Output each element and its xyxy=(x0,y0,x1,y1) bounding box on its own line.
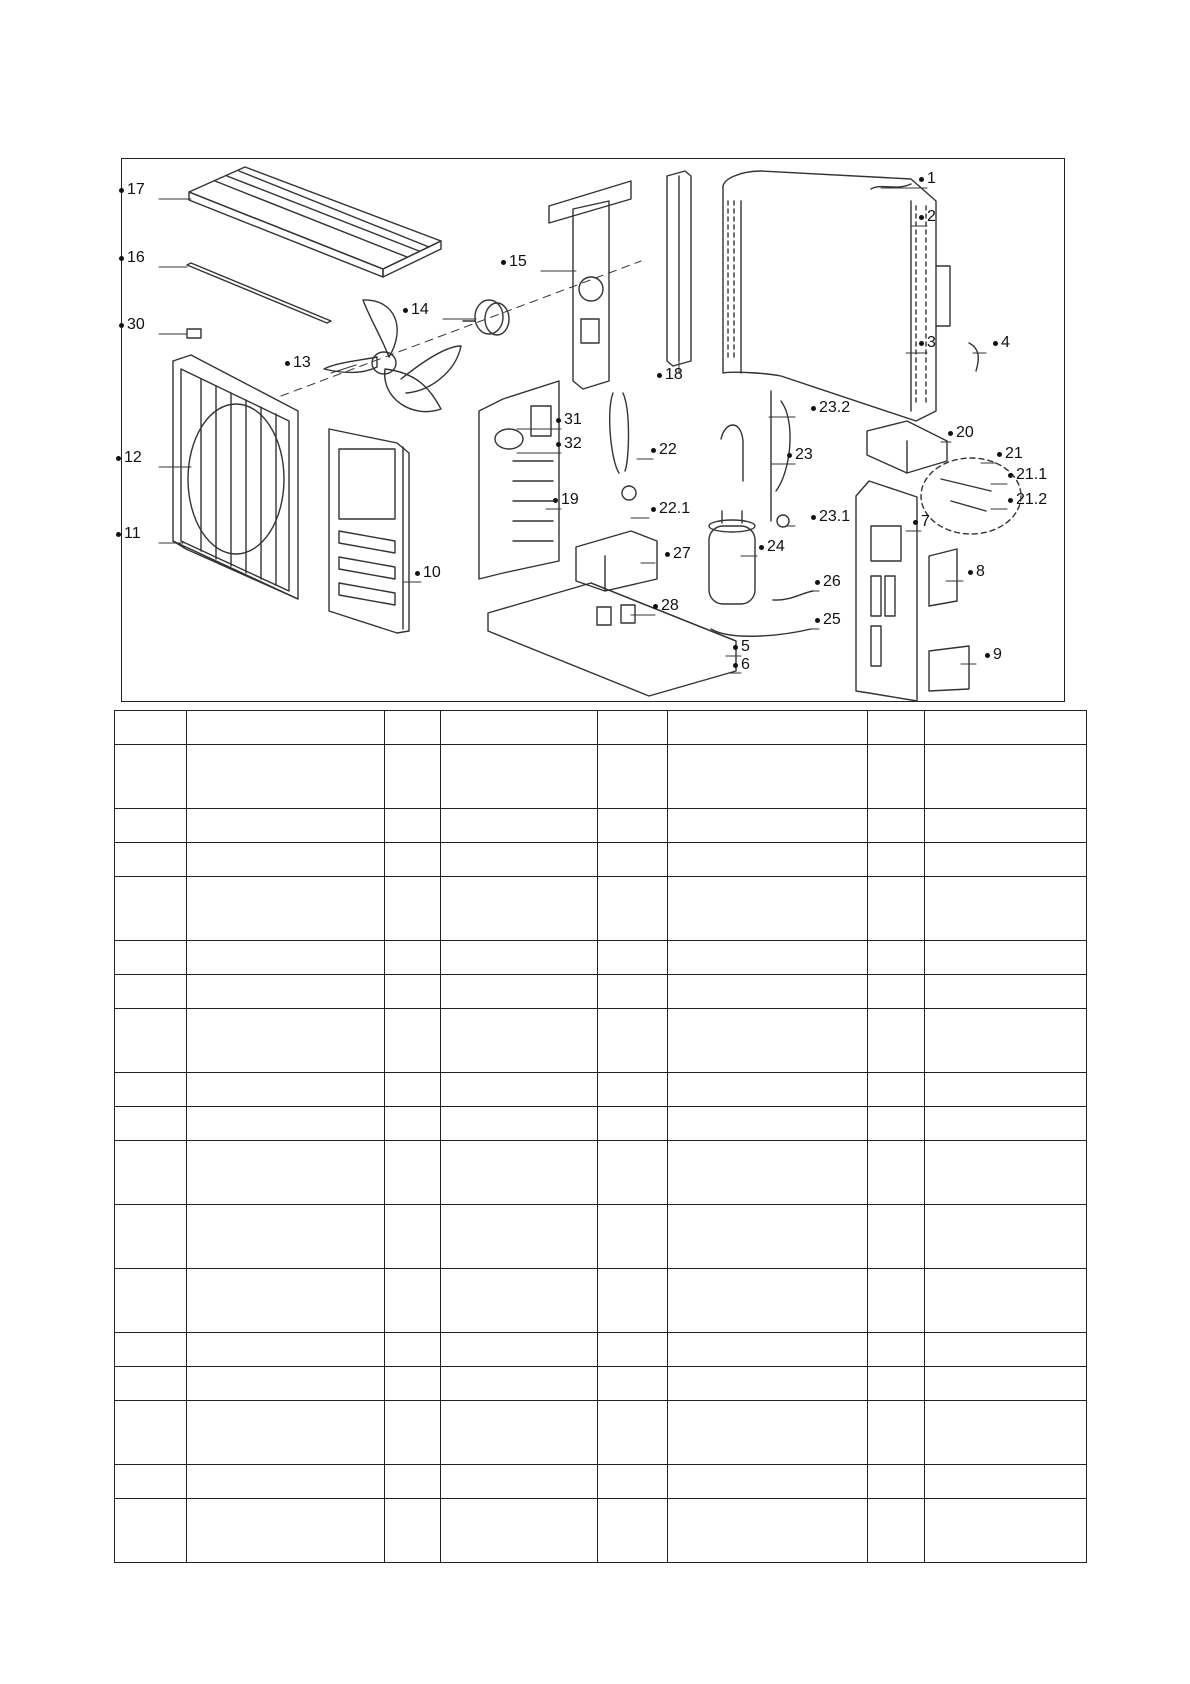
table-cell xyxy=(868,1333,925,1367)
table-row xyxy=(115,1333,1087,1367)
callout-label: 22 xyxy=(659,441,677,458)
parts-table-body xyxy=(115,711,1087,1563)
table-cell xyxy=(441,1465,598,1499)
table-cell xyxy=(598,745,668,809)
table-cell xyxy=(598,843,668,877)
table-cell xyxy=(868,843,925,877)
table-cell xyxy=(115,843,187,877)
callout-dot xyxy=(968,570,973,575)
callout-dot xyxy=(985,653,990,658)
table-cell xyxy=(187,1107,385,1141)
callout-dot xyxy=(948,431,953,436)
callout-dot xyxy=(651,507,656,512)
table-cell xyxy=(187,941,385,975)
table-cell xyxy=(441,1401,598,1465)
table-cell xyxy=(925,1009,1087,1073)
table-cell xyxy=(868,1009,925,1073)
callout-label: 21 xyxy=(1005,445,1023,462)
callout-label: 4 xyxy=(1001,334,1010,351)
table-cell xyxy=(385,1499,441,1563)
table-row xyxy=(115,1107,1087,1141)
callout-dot xyxy=(733,663,738,668)
table-cell xyxy=(187,975,385,1009)
table-cell xyxy=(115,745,187,809)
table-cell xyxy=(925,843,1087,877)
table-row xyxy=(115,1073,1087,1107)
callout-label: 5 xyxy=(741,638,750,655)
table-cell xyxy=(187,1401,385,1465)
table-cell xyxy=(115,1499,187,1563)
table-cell xyxy=(441,941,598,975)
table-cell xyxy=(598,1073,668,1107)
table-cell xyxy=(115,1107,187,1141)
table-cell xyxy=(598,941,668,975)
table-cell xyxy=(668,809,868,843)
table-cell xyxy=(925,941,1087,975)
table-cell xyxy=(115,1205,187,1269)
table-cell xyxy=(925,1269,1087,1333)
callout-dot xyxy=(651,448,656,453)
table-cell xyxy=(668,1333,868,1367)
table-cell xyxy=(441,745,598,809)
table-cell xyxy=(441,1367,598,1401)
table-cell xyxy=(385,843,441,877)
table-row xyxy=(115,877,1087,941)
callout-label: 26 xyxy=(823,573,841,590)
table-cell xyxy=(668,877,868,941)
table-cell xyxy=(115,1009,187,1073)
table-cell xyxy=(668,745,868,809)
table-cell xyxy=(668,1107,868,1141)
table-cell xyxy=(187,843,385,877)
table-cell xyxy=(115,1465,187,1499)
table-cell xyxy=(385,941,441,975)
table-cell xyxy=(925,1205,1087,1269)
table-cell xyxy=(385,711,441,745)
parts-table xyxy=(114,710,1087,1563)
table-row xyxy=(115,1205,1087,1269)
callout-dot xyxy=(556,418,561,423)
table-cell xyxy=(385,1401,441,1465)
table-row xyxy=(115,1465,1087,1499)
table-cell xyxy=(598,1333,668,1367)
callout-label: 2 xyxy=(927,208,936,225)
callout-label: 15 xyxy=(509,253,527,270)
callout-dot xyxy=(811,406,816,411)
table-cell xyxy=(115,1367,187,1401)
table-cell xyxy=(598,711,668,745)
table-cell xyxy=(187,809,385,843)
table-cell xyxy=(187,877,385,941)
callout-dot xyxy=(913,520,918,525)
table-cell xyxy=(868,1269,925,1333)
callout-dot xyxy=(665,552,670,557)
callout-label: 17 xyxy=(127,181,145,198)
table-cell xyxy=(598,1367,668,1401)
callout-label: 32 xyxy=(564,435,582,452)
table-cell xyxy=(868,941,925,975)
table-cell xyxy=(115,1401,187,1465)
callout-dot xyxy=(116,456,121,461)
callout-label: 14 xyxy=(411,301,429,318)
table-cell xyxy=(385,877,441,941)
table-cell xyxy=(868,809,925,843)
table-cell xyxy=(598,975,668,1009)
callout-label: 11 xyxy=(124,525,141,542)
callout-label: 23.2 xyxy=(819,399,851,416)
table-cell xyxy=(598,809,668,843)
callout-label: 9 xyxy=(993,646,1002,663)
table-cell xyxy=(385,975,441,1009)
table-cell xyxy=(868,745,925,809)
table-cell xyxy=(925,1465,1087,1499)
callout-dot xyxy=(116,532,121,537)
callout-dot xyxy=(787,453,792,458)
callout-dot xyxy=(997,452,1002,457)
callout-label: 10 xyxy=(423,564,441,581)
callout-dot xyxy=(1008,498,1013,503)
table-cell xyxy=(925,745,1087,809)
table-cell xyxy=(385,1465,441,1499)
callout-label: 20 xyxy=(956,424,974,441)
callout-label: 16 xyxy=(127,249,145,266)
callouts-layer xyxy=(122,159,1066,703)
callout-dot xyxy=(733,645,738,650)
callout-label: 19 xyxy=(561,491,579,508)
table-cell xyxy=(925,877,1087,941)
table-cell xyxy=(668,1205,868,1269)
table-cell xyxy=(441,1009,598,1073)
callout-dot xyxy=(553,498,558,503)
table-row xyxy=(115,1401,1087,1465)
table-cell xyxy=(187,1367,385,1401)
table-cell xyxy=(668,1401,868,1465)
table-cell xyxy=(925,1367,1087,1401)
table-row xyxy=(115,843,1087,877)
table-cell xyxy=(385,1009,441,1073)
callout-dot xyxy=(811,515,816,520)
table-cell xyxy=(925,975,1087,1009)
callout-dot xyxy=(285,361,290,366)
table-cell xyxy=(668,1009,868,1073)
callout-label: 21.1 xyxy=(1016,466,1048,483)
table-row xyxy=(115,941,1087,975)
table-cell xyxy=(598,1107,668,1141)
table-cell xyxy=(441,1073,598,1107)
table-cell xyxy=(868,1367,925,1401)
table-cell xyxy=(115,1141,187,1205)
callout-dot xyxy=(919,341,924,346)
table-cell xyxy=(668,975,868,1009)
table-cell xyxy=(441,1269,598,1333)
table-cell xyxy=(868,711,925,745)
callout-dot xyxy=(993,341,998,346)
callout-dot xyxy=(919,215,924,220)
table-cell xyxy=(441,711,598,745)
callout-label: 1 xyxy=(927,170,936,187)
table-cell xyxy=(441,1141,598,1205)
table-cell xyxy=(668,711,868,745)
table-cell xyxy=(868,1499,925,1563)
table-cell xyxy=(385,809,441,843)
table-cell xyxy=(868,975,925,1009)
table-cell xyxy=(441,1107,598,1141)
table-cell xyxy=(115,711,187,745)
table-cell xyxy=(925,1141,1087,1205)
table-cell xyxy=(668,1073,868,1107)
callout-label: 24 xyxy=(767,538,785,555)
table-cell xyxy=(385,1205,441,1269)
callout-dot xyxy=(556,442,561,447)
table-cell xyxy=(925,1401,1087,1465)
callout-dot xyxy=(759,545,764,550)
table-cell xyxy=(868,877,925,941)
table-row xyxy=(115,711,1087,745)
table-cell xyxy=(868,1205,925,1269)
callout-label: 28 xyxy=(661,597,679,614)
callout-dot xyxy=(1008,473,1013,478)
table-cell xyxy=(925,1107,1087,1141)
callout-label: 31 xyxy=(564,411,582,428)
table-cell xyxy=(598,1465,668,1499)
table-cell xyxy=(668,1269,868,1333)
callout-dot xyxy=(119,323,124,328)
table-cell xyxy=(115,809,187,843)
table-cell xyxy=(668,1499,868,1563)
table-cell xyxy=(187,1009,385,1073)
table-cell xyxy=(668,1367,868,1401)
table-row xyxy=(115,975,1087,1009)
callout-dot xyxy=(653,604,658,609)
table-row xyxy=(115,1141,1087,1205)
table-cell xyxy=(385,1141,441,1205)
table-cell xyxy=(187,1499,385,1563)
table-row xyxy=(115,1009,1087,1073)
table-cell xyxy=(441,975,598,1009)
table-cell xyxy=(187,1333,385,1367)
table-cell xyxy=(115,975,187,1009)
table-cell xyxy=(868,1465,925,1499)
table-cell xyxy=(598,1499,668,1563)
table-row xyxy=(115,745,1087,809)
table-cell xyxy=(925,1333,1087,1367)
table-row xyxy=(115,1499,1087,1563)
table-cell xyxy=(668,941,868,975)
callout-label: 22.1 xyxy=(659,500,691,517)
table-cell xyxy=(598,877,668,941)
table-cell xyxy=(187,1073,385,1107)
callout-dot xyxy=(657,373,662,378)
table-cell xyxy=(868,1073,925,1107)
table-cell xyxy=(115,877,187,941)
callout-label: 13 xyxy=(293,354,311,371)
table-cell xyxy=(115,1073,187,1107)
callout-label: 23 xyxy=(795,446,813,463)
table-cell xyxy=(868,1107,925,1141)
callout-dot xyxy=(403,308,408,313)
table-cell xyxy=(187,711,385,745)
callout-dot xyxy=(415,571,420,576)
table-cell xyxy=(115,1269,187,1333)
table-cell xyxy=(668,843,868,877)
table-cell xyxy=(441,1499,598,1563)
table-cell xyxy=(598,1205,668,1269)
table-cell xyxy=(385,1107,441,1141)
table-cell xyxy=(187,1465,385,1499)
callout-dot xyxy=(501,260,506,265)
table-cell xyxy=(925,711,1087,745)
callout-dot xyxy=(815,618,820,623)
table-cell xyxy=(868,1141,925,1205)
table-cell xyxy=(385,1333,441,1367)
table-cell xyxy=(115,941,187,975)
exploded-view-diagram xyxy=(121,158,1065,702)
table-cell xyxy=(187,1269,385,1333)
callout-label: 8 xyxy=(976,563,985,580)
table-cell xyxy=(441,877,598,941)
callout-label: 23.1 xyxy=(819,508,851,525)
table-cell xyxy=(441,1205,598,1269)
table-cell xyxy=(385,745,441,809)
callout-dot xyxy=(119,256,124,261)
table-cell xyxy=(598,1401,668,1465)
table-cell xyxy=(925,809,1087,843)
table-cell xyxy=(598,1269,668,1333)
callout-label: 25 xyxy=(823,611,841,628)
callout-label: 21.2 xyxy=(1016,491,1048,508)
callout-label: 27 xyxy=(673,545,691,562)
callout-label: 6 xyxy=(741,656,750,673)
table-cell xyxy=(441,843,598,877)
callout-label: 7 xyxy=(921,513,930,530)
table-cell xyxy=(598,1009,668,1073)
table-cell xyxy=(115,1333,187,1367)
callout-dot xyxy=(919,177,924,182)
callout-label: 30 xyxy=(127,316,145,333)
table-cell xyxy=(868,1401,925,1465)
table-cell xyxy=(668,1465,868,1499)
callout-dot xyxy=(119,188,124,193)
table-cell xyxy=(187,1141,385,1205)
callout-label: 12 xyxy=(124,449,142,466)
table-cell xyxy=(187,1205,385,1269)
table-cell xyxy=(925,1073,1087,1107)
callout-label: 18 xyxy=(665,366,683,383)
table-cell xyxy=(598,1141,668,1205)
callout-dot xyxy=(815,580,820,585)
table-cell xyxy=(441,809,598,843)
table-cell xyxy=(187,745,385,809)
table-row xyxy=(115,809,1087,843)
table-cell xyxy=(441,1333,598,1367)
table-cell xyxy=(385,1073,441,1107)
table-cell xyxy=(385,1269,441,1333)
table-cell xyxy=(668,1141,868,1205)
table-cell xyxy=(925,1499,1087,1563)
table-cell xyxy=(385,1367,441,1401)
table-row xyxy=(115,1367,1087,1401)
table-row xyxy=(115,1269,1087,1333)
callout-label: 3 xyxy=(927,334,936,351)
